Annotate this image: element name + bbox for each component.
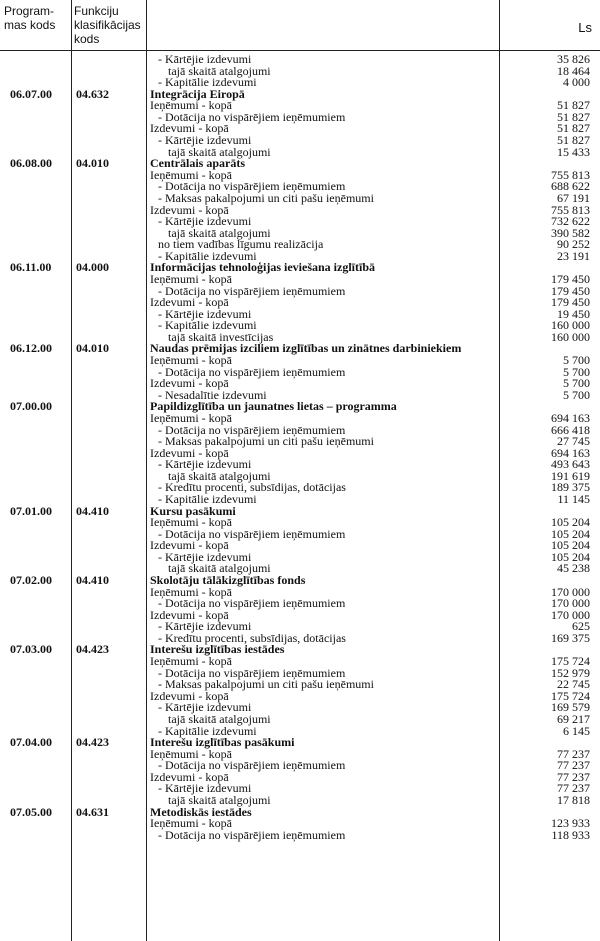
row-description: - Maksas pakalpojumi un citi pašu ieņēmumi	[158, 434, 374, 449]
row-description: Izdevumi - kopā	[150, 121, 229, 136]
row-description: - Dotācija no vispārējiem ieņēmumiem	[158, 179, 346, 194]
table-row	[0, 216, 600, 228]
row-description: - Kārtējie izdevumi	[158, 52, 252, 66]
row-amount: 77 237	[557, 781, 590, 796]
row-amount: 18 464	[557, 63, 590, 78]
row-description: - Kapitālie izdevumi	[158, 248, 257, 263]
section-header-row	[0, 158, 600, 170]
row-description: Informācijas tehnoloģijas ieviešana izglītībā	[150, 260, 375, 275]
row-amount: 123 933	[551, 816, 590, 831]
function-code: 04.423	[76, 642, 109, 657]
program-code: 07.04.00	[10, 735, 52, 750]
row-description: Naudas prēmijas izciliem izglītības un zinātnes darbiniekiem	[150, 341, 462, 356]
row-amount: 22 745	[557, 677, 590, 692]
row-amount: 493 643	[551, 457, 590, 472]
program-code: 06.11.00	[10, 260, 52, 275]
table-row	[0, 760, 600, 772]
row-amount: 105 204	[551, 515, 590, 530]
row-amount: 51 827	[557, 98, 590, 113]
table-row	[0, 783, 600, 795]
row-amount: 5 700	[563, 376, 590, 391]
table-row	[0, 297, 600, 309]
row-amount: 169 375	[551, 630, 590, 645]
section-header-row	[0, 575, 600, 587]
row-description: tajā skaitā atalgojumi	[168, 225, 271, 240]
row-amount: 77 237	[557, 758, 590, 773]
row-amount: 666 418	[551, 422, 590, 437]
row-description: Ieņēmumi - kopā	[150, 654, 232, 669]
row-amount: 160 000	[551, 318, 590, 333]
section-header-row	[0, 737, 600, 749]
row-amount: 169 579	[551, 700, 590, 715]
table-row	[0, 459, 600, 471]
table-row	[0, 239, 600, 251]
row-description: - Kārtējie izdevumi	[158, 619, 252, 634]
row-description: Interešu izglītības pasākumi	[150, 735, 295, 750]
row-amount: 17 818	[557, 793, 590, 807]
row-amount: 67 191	[557, 190, 590, 205]
row-description: Ieņēmumi - kopā	[150, 584, 232, 599]
header-program-code: Program- mas kods	[4, 4, 56, 32]
row-amount: 6 145	[563, 723, 590, 738]
section-header-row	[0, 503, 600, 518]
row-amount: 755 813	[551, 167, 590, 182]
row-amount: 45 238	[557, 561, 590, 576]
row-description: - Maksas pakalpojumi un citi pašu ieņēmumi	[158, 190, 374, 205]
row-amount: 179 450	[551, 283, 590, 298]
table-row	[0, 190, 600, 205]
table-row	[0, 123, 600, 135]
row-description: Papildizglītība un jaunatnes lietas – programma	[150, 399, 397, 414]
row-description: - Kārtējie izdevumi	[158, 700, 252, 715]
row-amount: 732 622	[551, 214, 590, 229]
row-amount: 191 619	[551, 468, 590, 483]
row-description: Integrācija Eiropā	[150, 86, 245, 101]
row-amount: 4 000	[563, 75, 590, 90]
row-description: Izdevumi - kopā	[150, 445, 229, 460]
header-function-code: Funkciju klasifikācijas kods	[74, 4, 141, 46]
row-amount: 35 826	[557, 52, 590, 66]
row-amount: 179 450	[551, 271, 590, 286]
row-amount: 19 450	[557, 306, 590, 321]
row-amount: 160 000	[551, 329, 590, 344]
row-description: tajā skaitā atalgojumi	[168, 561, 271, 576]
row-amount: 152 979	[551, 665, 590, 680]
row-amount: 77 237	[557, 769, 590, 784]
program-code: 07.02.00	[10, 573, 52, 588]
row-amount: 15 433	[557, 144, 590, 159]
table-row	[0, 702, 600, 714]
row-description: Skolotāju tālākizglītības fonds	[150, 573, 306, 588]
section-header-row	[0, 86, 600, 101]
function-code: 04.410	[76, 503, 109, 518]
row-description: tajā skaitā investīcijas	[168, 329, 274, 344]
row-description: - Dotācija no vispārējiem ieņēmumiem	[158, 109, 346, 124]
row-description: - Dotācija no vispārējiem ieņēmumiem	[158, 596, 346, 611]
row-description: - Kredītu procenti, subsīdijas, dotācijas	[158, 480, 346, 495]
program-code: 07.05.00	[10, 804, 52, 819]
row-description: Izdevumi - kopā	[150, 607, 229, 622]
row-description: Izdevumi - kopā	[150, 295, 229, 310]
table-row	[0, 688, 600, 703]
table-row	[0, 283, 600, 298]
row-description: no tiem vadības līgumu realizācija	[158, 237, 324, 252]
row-amount: 69 217	[557, 711, 590, 726]
table-row	[0, 540, 600, 552]
row-description: Kursu pasākumi	[150, 503, 236, 518]
row-description: - Kārtējie izdevumi	[158, 549, 252, 564]
function-code: 04.423	[76, 735, 109, 750]
program-code: 06.07.00	[10, 86, 52, 101]
row-amount: 5 700	[563, 387, 590, 402]
row-amount: 694 163	[551, 445, 590, 460]
row-description: Izdevumi - kopā	[150, 538, 229, 553]
row-description: - Kārtējie izdevumi	[158, 781, 252, 796]
row-description: - Dotācija no vispārējiem ieņēmumiem	[158, 526, 346, 541]
function-code: 04.632	[76, 86, 109, 101]
row-amount: 105 204	[551, 538, 590, 553]
row-description: tajā skaitā atalgojumi	[168, 63, 271, 78]
table-row	[0, 827, 600, 842]
table-row	[0, 63, 600, 78]
row-amount: 170 000	[551, 584, 590, 599]
row-description: - Kapitālie izdevumi	[158, 491, 257, 506]
row-description: - Kārtējie izdevumi	[158, 457, 252, 472]
row-description: - Kārtējie izdevumi	[158, 133, 252, 148]
row-description: - Kārtējie izdevumi	[158, 214, 252, 229]
section-header-row	[0, 343, 600, 355]
row-description: - Nesadalītie izdevumi	[158, 387, 267, 402]
table-row	[0, 679, 600, 691]
row-description: - Kārtējie izdevumi	[158, 306, 252, 321]
table-row	[0, 202, 600, 217]
program-code: 06.12.00	[10, 341, 52, 356]
row-description: - Dotācija no vispārējiem ieņēmumiem	[158, 422, 346, 437]
row-description: Izdevumi - kopā	[150, 376, 229, 391]
row-amount: 105 204	[551, 549, 590, 564]
row-amount: 5 700	[563, 364, 590, 379]
function-code: 04.010	[76, 156, 109, 171]
table-row	[0, 378, 600, 390]
table-row	[0, 445, 600, 460]
table-header	[0, 0, 600, 50]
row-amount: 175 724	[551, 688, 590, 703]
row-amount: 77 237	[557, 746, 590, 761]
table-row	[0, 711, 600, 726]
table-body	[0, 54, 600, 841]
row-description: Metodiskās iestādes	[150, 804, 252, 819]
row-amount: 390 582	[551, 225, 590, 240]
row-amount: 27 745	[557, 434, 590, 449]
row-amount: 51 827	[557, 133, 590, 148]
program-code: 06.08.00	[10, 156, 52, 171]
section-header-row	[0, 262, 600, 274]
section-header-row	[0, 644, 600, 656]
row-amount: 11 145	[557, 491, 590, 506]
row-amount: 694 163	[551, 410, 590, 425]
row-amount: 189 375	[551, 480, 590, 495]
row-amount: 23 191	[557, 248, 590, 263]
row-amount: 105 204	[551, 526, 590, 541]
function-code: 04.000	[76, 260, 109, 275]
row-description: Ieņēmumi - kopā	[150, 515, 232, 530]
table-row	[0, 306, 600, 321]
row-description: tajā skaitā atalgojumi	[168, 793, 271, 807]
row-description: Ieņēmumi - kopā	[150, 816, 232, 831]
row-amount: 625	[572, 619, 590, 634]
row-description: Interešu izglītības iestādes	[150, 642, 285, 657]
table-row	[0, 598, 600, 610]
row-amount: 170 000	[551, 596, 590, 611]
table-row	[0, 54, 600, 66]
program-code: 07.03.00	[10, 642, 52, 657]
table-row	[0, 320, 600, 332]
row-amount: 175 724	[551, 654, 590, 669]
function-code: 04.410	[76, 573, 109, 588]
function-code: 04.631	[76, 804, 109, 819]
row-description: tajā skaitā atalgojumi	[168, 711, 271, 726]
table-row	[0, 135, 600, 147]
row-description: - Kapitālie izdevumi	[158, 75, 257, 90]
row-description: Izdevumi - kopā	[150, 688, 229, 703]
row-description: - Kapitālie izdevumi	[158, 318, 257, 333]
header-currency: Ls	[578, 20, 592, 35]
row-description: - Dotācija no vispārējiem ieņēmumiem	[158, 283, 346, 298]
row-description: - Dotācija no vispārējiem ieņēmumiem	[158, 364, 346, 379]
table-row	[0, 526, 600, 541]
row-description: - Dotācija no vispārējiem ieņēmumiem	[158, 665, 346, 680]
row-description: Ieņēmumi - kopā	[150, 98, 232, 113]
program-code: 07.00.00	[10, 399, 52, 414]
row-description: - Maksas pakalpojumi un citi pašu ieņēmumi	[158, 677, 374, 692]
table-row	[0, 109, 600, 124]
row-description: Ieņēmumi - kopā	[150, 271, 232, 286]
function-code: 04.010	[76, 341, 109, 356]
row-amount: 755 813	[551, 202, 590, 217]
table-row	[0, 607, 600, 622]
header-divider	[0, 50, 600, 51]
row-description: - Kredītu procenti, subsīdijas, dotācijas	[158, 630, 346, 645]
table-row	[0, 482, 600, 494]
row-amount: 688 622	[551, 179, 590, 194]
row-amount: 90 252	[557, 237, 590, 252]
row-description: Ieņēmumi - kopā	[150, 167, 232, 182]
section-header-row	[0, 804, 600, 819]
row-description: - Dotācija no vispārējiem ieņēmumiem	[158, 827, 346, 842]
row-description: Ieņēmumi - kopā	[150, 746, 232, 761]
row-amount: 170 000	[551, 607, 590, 622]
program-code: 07.01.00	[10, 503, 52, 518]
table-row	[0, 436, 600, 448]
table-row	[0, 549, 600, 564]
row-amount: 179 450	[551, 295, 590, 310]
row-description: Centrālais aparāts	[150, 156, 245, 171]
row-description: - Kapitālie izdevumi	[158, 723, 257, 738]
row-description: Izdevumi - kopā	[150, 769, 229, 784]
row-amount: 51 827	[557, 121, 590, 136]
row-amount: 118 933	[551, 827, 590, 842]
row-description: tajā skaitā atalgojumi	[168, 144, 271, 159]
row-description: Ieņēmumi - kopā	[150, 410, 232, 425]
row-description: Izdevumi - kopā	[150, 202, 229, 217]
table-row	[0, 364, 600, 379]
section-header-row	[0, 401, 600, 413]
row-description: Ieņēmumi - kopā	[150, 353, 232, 368]
row-amount: 51 827	[557, 109, 590, 124]
row-amount: 5 700	[563, 353, 590, 368]
table-row	[0, 769, 600, 784]
row-description: - Dotācija no vispārējiem ieņēmumiem	[158, 758, 346, 773]
row-description: tajā skaitā atalgojumi	[168, 468, 271, 483]
